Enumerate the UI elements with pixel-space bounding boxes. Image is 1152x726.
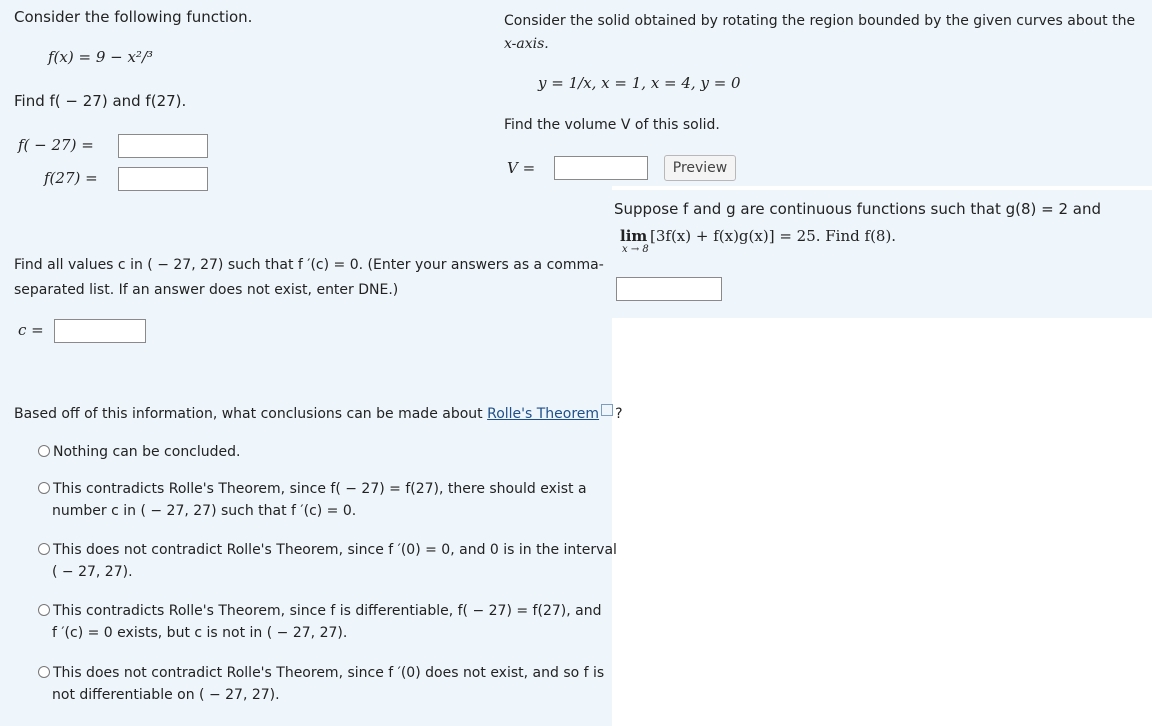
option-3-text-cont: ( − 27, 27). bbox=[52, 564, 133, 580]
c-values-input[interactable] bbox=[54, 319, 146, 343]
limit-problem-statement: Suppose f and g are continuous functions such that g(8) = 2 and bbox=[614, 200, 1102, 218]
option-3-radio[interactable] bbox=[38, 543, 50, 555]
f-27-label: f(27) = bbox=[44, 169, 98, 187]
option-1[interactable] bbox=[38, 441, 240, 463]
option-2-text: This contradicts Rolle's Theorem, since f( − 27) = f(27), there should exist a bbox=[53, 481, 587, 497]
rolles-theorem-link[interactable]: Rolle's Theorem bbox=[487, 406, 600, 422]
volume-intro: Consider the solid obtained by rotating the region bounded by the given curves about the bbox=[504, 13, 1136, 29]
question-mark: ? bbox=[615, 406, 623, 422]
f-27-input[interactable] bbox=[118, 167, 208, 191]
option-3[interactable] bbox=[38, 539, 617, 583]
option-2-text-cont: number c in ( − 27, 27) such that f ′(c) = 0. bbox=[52, 503, 357, 519]
preview-button[interactable]: Preview bbox=[664, 155, 736, 181]
function-intro: Consider the following function. bbox=[14, 8, 253, 26]
option-4[interactable] bbox=[38, 600, 601, 644]
option-1-radio[interactable] bbox=[38, 445, 50, 457]
f-neg27-input[interactable] bbox=[118, 134, 208, 158]
rolle-question-text: Based off of this information, what conclusions can be made about bbox=[14, 406, 483, 422]
c-label: c = bbox=[18, 321, 44, 339]
volume-find-prompt: Find the volume V of this solid. bbox=[504, 117, 720, 133]
option-5-text: This does not contradict Rolle's Theorem, since f ′(0) does not exist, and so f is bbox=[53, 665, 605, 681]
option-4-radio[interactable] bbox=[38, 604, 50, 616]
option-2-radio[interactable] bbox=[38, 482, 50, 494]
external-link-icon[interactable] bbox=[601, 404, 613, 416]
option-5[interactable] bbox=[38, 662, 604, 706]
option-3-text: This does not contradict Rolle's Theorem, since f ′(0) = 0, and 0 is in the interval bbox=[53, 542, 617, 558]
critical-values-instructions-cont: separated list. If an answer does not exist, enter DNE.) bbox=[14, 282, 399, 298]
critical-values-instructions: Find all values c in ( − 27, 27) such that f ′(c) = 0. (Enter your answers as a comma- bbox=[14, 257, 604, 273]
limit-subscript: x → 8 bbox=[622, 244, 649, 255]
v-label: V = bbox=[507, 159, 536, 177]
volume-input[interactable] bbox=[554, 156, 648, 180]
rolle-question bbox=[14, 403, 623, 425]
option-4-text: This contradicts Rolle's Theorem, since f is differentiable, f( − 27) = f(27), and bbox=[53, 603, 602, 619]
volume-intro-axis: x-axis. bbox=[504, 36, 549, 52]
option-5-text-cont: not differentiable on ( − 27, 27). bbox=[52, 687, 280, 703]
option-1-text: Nothing can be concluded. bbox=[53, 444, 241, 460]
find-values-prompt: Find f( − 27) and f(27). bbox=[14, 92, 187, 110]
limit-expression: [3f(x) + f(x)g(x)] = 25. Find f(8). bbox=[650, 227, 897, 245]
option-5-radio[interactable] bbox=[38, 666, 50, 678]
option-2[interactable] bbox=[38, 478, 587, 522]
f8-answer-input[interactable] bbox=[616, 277, 722, 301]
function-definition: f(x) = 9 − x²/³ bbox=[48, 48, 154, 66]
bounding-curves: y = 1/x, x = 1, x = 4, y = 0 bbox=[538, 74, 741, 92]
option-4-text-cont: f ′(c) = 0 exists, but c is not in ( − 27, 27). bbox=[52, 625, 348, 641]
limit-operator: lim bbox=[620, 227, 648, 245]
f-neg27-label: f( − 27) = bbox=[18, 136, 94, 154]
